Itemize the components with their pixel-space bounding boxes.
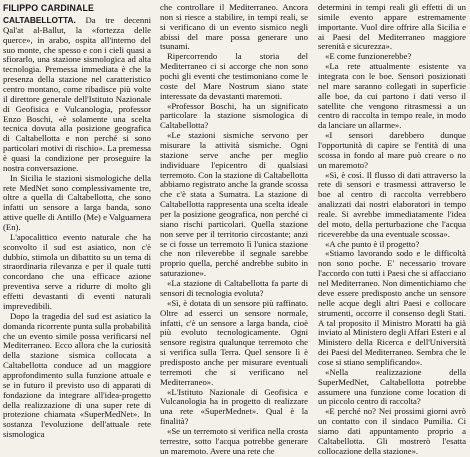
question: «I sensori darebbero dunque l'opportunità di capire se l'entità di una scossa in fondo al mare può creare o no un maremoto?	[318, 130, 466, 170]
question: «L'Istituto Nazionale di Geofisica e Vulcanologia ha in progetto di realizzare una rete «SuperMednet». Qual è la finalità?	[160, 386, 308, 427]
answer: «Sì, è così. Il flusso di dati attraverso la rete di sensori e trasmessi attraverso le boe al centro di raccolta verrebbero analizzati dai nostri elaboratori in tempo reale. Si avrebbe immediatamente l'idea del moto, della perturbazione che l'acqua riceverebbe da una eventuale scossa».	[318, 169, 466, 239]
byline: FILIPPO CARDINALE	[3, 3, 95, 13]
question: «Professor Boschi, ha un significato particolare la stazione sismologica di Caltabellotta?	[160, 100, 308, 131]
question: «La stazione di Caltabellotta fa parte di sensori di tecnologia evoluta?	[160, 278, 308, 298]
paragraph: Dopo la tragedia del sud est asiatico la domanda ricorrente punta sulla probabilità che un evento simile possa verificarsi nel Mediterraneo. Ecco allora che la curiosità della stazione sismica collocata a Caltabellotta conduce ad un maggiore approfondimento sulla funzione attuale e se in futuro il previsto uso di apparati di fondazione da integrare all'idea-progetto della realizzazione di una super rete di protezione chiamata «SuperMedNet». In sostanza l'evoluzione dell'attuale rete sismologica	[3, 310, 151, 440]
paragraph	[3, 16, 151, 174]
paragraph: In Sicilia le stazioni sismologiche della rete MedNet sono complessivamente tre, oltre a quella di Caltabellotta, che sono infatti un sensore a larga banda, sono attive quelle di Antillo (Me) e Valguarnera (En).	[3, 172, 151, 233]
column-1	[3, 16, 151, 440]
paragraph: Ripercorrendo la storia del Mediterraneo ci si accorge che non sono pochi gli eventi che testimoniano come le coste del Mare Nostrum siano state interessate da devastanti maremoti.	[160, 51, 308, 101]
question: «E come funzionerebbe?	[325, 51, 412, 62]
column-2	[160, 3, 308, 457]
question: «Nella realizzazione della SuperMedNet, Caltabellotta potrebbe assumere una funzione come location di un piccolo centro di raccolta?	[318, 366, 466, 407]
paragraph-text: Da tre decenni Qal'at al-Ballut, la «fortezza delle querce», in arabo, ospita all'interno del suo monte, che spesso e con i cieli quasi a sfiorarlo, una stazione sismologica ad alta tecnologia. Premessa immediata è che la presenza della stazione nel caratteristico centro montano, come ribadisce più volte il direttore generale dell'Istituto Nazionale di Geofisica e Vulcanologia, professor Enzo Boschi, «è solamente una scelta tecnica dovuta alla posizione geografica di Caltabellotta e non perché si sono particolari motivi di rischio». La premessa è quasi la condizione per proseguire la nostra conversazione.	[3, 15, 151, 173]
answer: «Sì, è dotata di un sensore più raffinato. Oltre ad essercì un sensore normale, infatti, c'è un sensore a larga banda, cioè più evoluto tecnologicamente. Ogni sensore registra qualunque terremoto che si verifica sulla Terra. Quel sensore lì è predisposto anche per misurare eventuali terremoti che si verificano nel Mediterraneo».	[160, 297, 308, 387]
column-3	[318, 3, 466, 457]
answer: «E perché no? Nei prossimi giorni avrò un contatto con il sindaco Pumilia. Ci siamo dati appuntamento proprio a Caltabellotta. Gli mostrerò l'esatta collocazione della stazione».	[318, 406, 466, 456]
paragraph: L'apocalittico evento naturale che ha sconvolto il sud est asiatico, non c'è dubbio, stimola un dibattito su un tema di straordinaria rilevanza e per il quale tutti concordano che una efficace azione preventiva serve a ridurre di molto gli effetti devastanti di eventi naturali imprevedibili.	[3, 231, 151, 311]
question: «A che punto è il progetto?	[325, 238, 420, 249]
paragraph: che controllare il Mediterraneo. Ancora non si riesce a stabilire, in tempi reali, se si verificano di un evento sismico negli abissi del mare possa generare uno tsunami.	[160, 2, 308, 52]
answer: «Stiamo lavorando sodo e le difficoltà non sono poche. E' necessario trovare l'accordo con tutti i Paesi che si affacciano nel Mediterraneo. Non dimentichiamo che deve essere predisposto anche un sensore nelle acque degli altri Paesi e collocare strumenti, occorre il consenso degli Stati. A tal proposito il Ministro Moratti ha già inviato al Ministero degli Affari Esteri e al Ministero della Ricerca e dell'Università dei Paesi del Mediterraneo. Sembra che le cose si stiano semplificando».	[318, 248, 466, 367]
dateline: CALTABELLOTTA.	[3, 15, 76, 25]
paragraph: determini in tempi reali gli effetti di un simile evento appare estremamente importante. Vuol dire offrire alla Sicilia e ai Paesi del Mediterraneo maggiore serenità e sicurezza».	[318, 2, 466, 52]
answer: «La rete attualmente esistente va integrata con le boe. Sensori posizionati nel mare saranno collegati in superficie alle boe, da cui partono i dati verso il satellite che vengono ritrasmessi a un centro di raccolta in tempo reale, in modo da lanciare un allarme».	[318, 61, 466, 131]
newspaper-article	[3, 2, 467, 456]
answer: «Le stazioni sismiche servono per misurare la attività sismiche. Ogni stazione serve anche per meglio individuare l'epicentro di qualsiasi terremoto. Con la stazione di Caltabellotta abbiamo registrato anche la grande scossa che c'è stata a Sumatra. La stazione di Caltabellotta rappresenta una scelta ideale per la posizione geografica, non perché ci siano rischi particolari. Quella stazione non serve per il territorio circostante; anzi se ci fosse un terremoto lì l'unica stazione che non rileverebbe il segnale sarebbe proprio quella, perché andrebbe subito in saturazione».	[160, 130, 308, 279]
answer: «Se un terremoto si verifica nella crosta terrestre, sotto l'acqua potrebbe generare un maremoto. Avere una rete che	[160, 425, 308, 456]
